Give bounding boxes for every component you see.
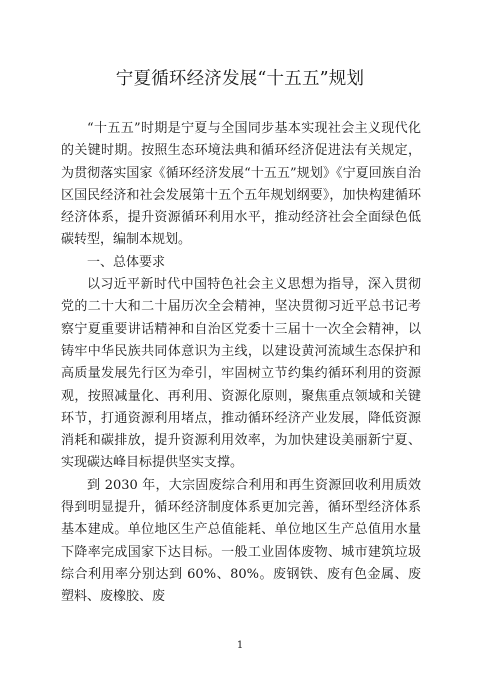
document-title: 宁夏循环经济发展“十五五”规划 [115, 69, 365, 89]
page-number: 1 [236, 640, 244, 651]
document-body [61, 118, 421, 609]
section-heading: 一、总体要求 [87, 254, 166, 270]
intro-paragraph: “十五五”时期是宁夏与全国同步基本实现社会主义现代化的关键时期。按照生态环境法典和循环经济促进法有关规定，为贯彻落实国家《循环经济发展“十五五”规划》《宁夏回族自治区国民经济和社会发展第十五个五年规划纲要》，加快构建循环经济体系，提升资源循环利用水平，推动经济社会全面绿色低碳转型，编制本规划。 [61, 121, 421, 248]
targets-paragraph: 到 2030 年，大宗固废综合利用和再生资源回收利用质效得到明显提升，循环经济制度体系更加完善，循环型经济体系基本建成。单位地区生产总值能耗、单位地区生产总值用水量下降率完成国家下达目标。一般工业固体废物、城市建筑垃圾综合利用率分别达到 60%、80%。废钢铁、废有色金属、废塑料、废橡胶、废 [61, 477, 421, 605]
guiding-principles-paragraph: 以习近平新时代中国特色社会主义思想为指导，深入贯彻党的二十大和二十届历次全会精神，坚决贯彻习近平总书记考察宁夏重要讲话精神和自治区党委十三届十一次全会精神，以铸牢中华民族共同体意识为主线，以建设黄河流域生态保护和高质量发展先行区为牵引，牢固树立节约集约循环利用的资源观，按照减量化、再利用、资源化原则，聚焦重点领域和关键环节，打通资源利用堵点，推动循环经济产业发展，降低资源消耗和碳排放，提升资源利用效率，为加快建设美丽新宁夏、实现碳达峰目标提供坚实支撑。 [61, 277, 421, 471]
